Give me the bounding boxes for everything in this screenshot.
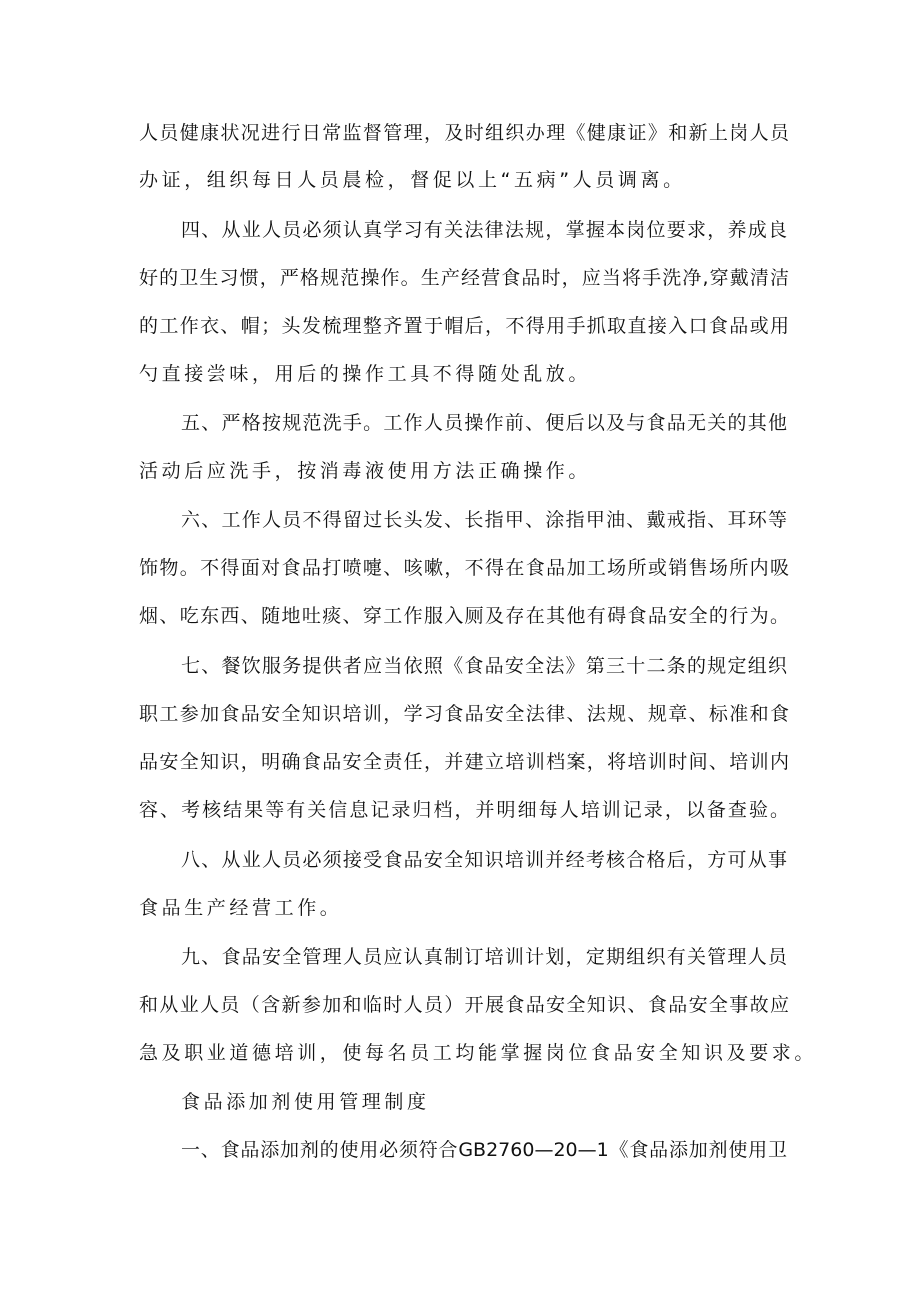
- paragraph-8-line-1: 八、从业人员必须接受食品安全知识培训并经考核合格后，方可从事: [181, 849, 787, 871]
- text-line: 活动后应洗手，按消毒液使用方法正确操作。: [139, 460, 592, 482]
- paragraph-9-line-1: 九、食品安全管理人员应认真制订培训计划，定期组织有关管理人员: [181, 946, 787, 968]
- paragraph-5-line-1: 五、严格按规范洗手。工作人员操作前、便后以及与食品无关的其他: [181, 412, 787, 434]
- text-line: 饰物。不得面对食品打喷嚏、咳嗽，不得在食品加工场所或销售场所内吸: [139, 557, 789, 579]
- section-1-line-1: 一、食品添加剂的使用必须符合GB2760—20—1《食品添加剂使用卫: [181, 1139, 787, 1161]
- text-line: 好的卫生习惯，严格规范操作。生产经营食品时，应当将手洗净,穿戴清洁: [139, 267, 789, 289]
- text-line: 勺直接尝味，用后的操作工具不得随处乱放。: [139, 363, 592, 385]
- text-line: 职工参加食品安全知识培训，学习食品安全法律、法规、规章、标准和食: [139, 703, 789, 725]
- text-line: 人员健康状况进行日常监督管理，及时组织办理《健康证》和新上岗人员: [139, 122, 789, 144]
- section-heading: 食品添加剂使用管理制度: [181, 1091, 430, 1113]
- text-line: 烟、吃东西、随地吐痰、穿工作服入厕及存在其他有碍食品安全的行为。: [139, 605, 789, 627]
- paragraph-7-line-1: 七、餐饮服务提供者应当依照《食品安全法》第三十二条的规定组织: [181, 655, 787, 677]
- text-line: 和从业人员（含新参加和临时人员）开展食品安全知识、食品安全事故应: [139, 994, 789, 1016]
- paragraph-4-line-1: 四、从业人员必须认真学习有关法律法规，掌握本岗位要求，养成良: [181, 219, 787, 241]
- text-line: 急及职业道德培训，使每名员工均能掌握岗位食品安全知识及要求。: [139, 1042, 818, 1064]
- text-line: 办证，组织每日人员晨检，督促以上“五病”人员调离。: [139, 169, 686, 191]
- text-line: 食品生产经营工作。: [139, 897, 343, 919]
- paragraph-6-line-1: 六、工作人员不得留过长头发、长指甲、涂指甲油、戴戒指、耳环等: [181, 509, 787, 531]
- text-line: 品安全知识，明确食品安全责任，并建立培训档案，将培训时间、培训内: [139, 751, 789, 773]
- text-line: 的工作衣、帽；头发梳理整齐置于帽后，不得用手抓取直接入口食品或用: [139, 315, 789, 337]
- text-line: 容、考核结果等有关信息记录归档，并明细每人培训记录，以备查验。: [139, 799, 789, 821]
